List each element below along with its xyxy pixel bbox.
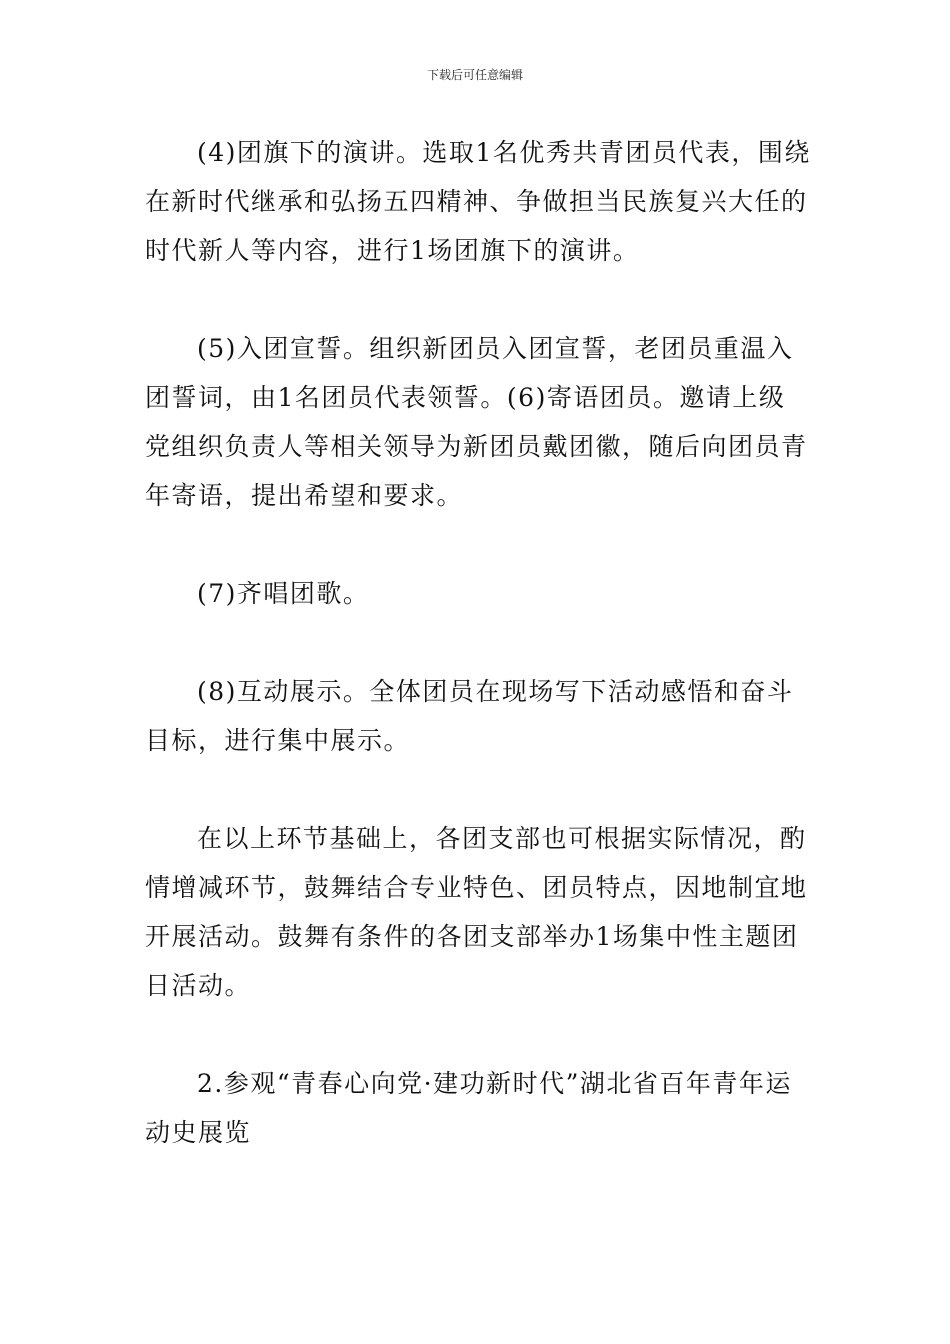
paragraph-additional-activities: 在以上环节基础上，各团支部也可根据实际情况，酌情增减环节，鼓舞结合专业特色、团员特点，因地制宜地开展活动。鼓舞有条件的各团支部举办1场集中性主题团日活动。 <box>145 824 808 1000</box>
header-note: 下载后可任意编辑 <box>426 68 523 82</box>
paragraph-flag-speech: (4)团旗下的演讲。选取1名优秀共青团员代表，围绕在新时代继承和弘扬五四精神、争做担当民族复兴大任的时代新人等内容，进行1场团旗下的演讲。 <box>145 138 811 265</box>
paragraph-oath-and-message: (5)入团宣誓。组织新团员入团宣誓，老团员重温入团誓词，由1名团员代表领誓。(6)寄语团员。邀请上级党组织负责人等相关领导为新团员戴团徽，随后向团员青年寄语，提出希望和要求。 <box>145 334 808 510</box>
paragraph-exhibition-visit: 2.参观“青春心向党·建功新时代”湖北省百年青年运动史展览 <box>145 1069 792 1147</box>
paragraph-interactive-display: (8)互动展示。全体团员在现场写下活动感悟和奋斗目标，进行集中展示。 <box>145 677 794 755</box>
document-body <box>145 128 811 1157</box>
paragraph-sing-anthem: (7)齐唱团歌。 <box>197 579 370 608</box>
